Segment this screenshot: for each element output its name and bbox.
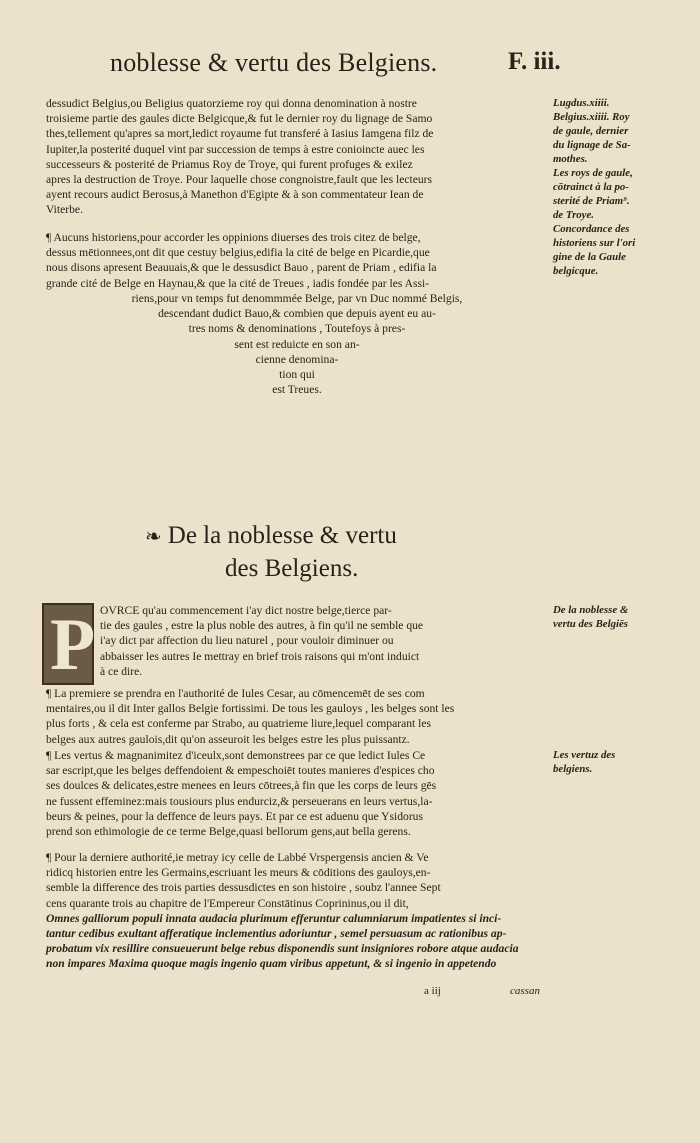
text-line: apres la destruction de Troye. Pour laquelle chose congnoistre,fault que les lecteurs xyxy=(46,173,433,187)
sidenote-line: De la noblesse & xyxy=(553,604,629,616)
text-line: descendant dudict Bauo,& combien que depuis ayent eu au- xyxy=(158,307,436,321)
text-line: Concordance des xyxy=(553,223,630,235)
marginal-notes-bottom-2 xyxy=(553,748,683,776)
tapered-text-block xyxy=(46,291,548,397)
paragraph-1 xyxy=(46,686,548,747)
text-line: sent est reduicte en son an- xyxy=(234,337,360,351)
body-block-2 xyxy=(46,230,548,291)
text-line: cens quarante trois au chapitre de l'Empereur Constātinus Coprininus,ou il dit, xyxy=(46,896,409,910)
text-line: riens,pour vn temps fut denommmée Belge, par vn Duc nommé Belgis, xyxy=(131,292,463,305)
text-line: mentaires,ou il dit Inter gallos Belgie fortissimi. De tous les gauloys , les belges sont les xyxy=(46,702,455,716)
text-line: ne fussent effeminez:mais tousiours plus endurciz,& perseuerans en leurs vertus,la- xyxy=(46,794,433,808)
section-title-line2: des Belgiens. xyxy=(225,555,359,582)
section-title-line1: De la noblesse & vertu xyxy=(167,522,397,549)
text-line: tie des gaules , estre la plus noble des autres, à fin qu'il ne semble que xyxy=(100,619,424,633)
text-line: OVRCE qu'au commencement i'ay dict nostre belge,tierce par- xyxy=(100,604,392,617)
text-line: Iupiter,la posterité duquel vint par succession de temps à estre conioincte auec les xyxy=(46,142,425,156)
sidenote-line: Les vertuz des xyxy=(553,749,616,761)
text-line: cōtrainct à la po- xyxy=(553,181,629,193)
text-line: Viterbe. xyxy=(46,203,83,217)
text-line: thes,tellement qu'apres sa mort,ledict royaume fut transferé à Iasius Iamgena filz de xyxy=(46,127,434,141)
text-line: belgicque. xyxy=(553,265,599,277)
text-line: ¶ Les vertus & magnanimitez d'iceulx,sont demonstrees par ce que ledict Iules Ce xyxy=(46,749,426,762)
text-line: mothes. xyxy=(553,153,588,165)
text-line: plus forts , & cela est conferme par Strabo, au quatrieme liure,lequel comparant les xyxy=(46,717,432,731)
text-line: dessudict Belgius,ou Beligius quatorzieme roy qui donna denomination à nostre xyxy=(46,97,417,110)
text-line: beurs & peines, pour la deffence de leurs pays. Et par ce est aduenu que Ysidorus xyxy=(46,809,423,823)
text-line: ¶ Pour la derniere authorité,ie metray icy celle de Labbé Vrspergensis ancien & Ve xyxy=(46,851,429,864)
text-line: semble la difference des trois parties dessusdictes en son histoire , soubz l'annee Sept xyxy=(46,881,441,895)
text-line: tres noms & denominations , Toutefoys à pres- xyxy=(188,322,406,336)
text-line: du lignage de Sa- xyxy=(553,139,631,151)
text-line: de gaule, dernier xyxy=(553,125,629,137)
text-line: i'ay dict par affection du lieu naturel , pour vouloir diminuer ou xyxy=(100,634,394,648)
sidenote-line: vertu des Belgiēs xyxy=(553,618,628,630)
text-line: tion qui xyxy=(279,368,315,382)
text-line: historiens sur l'ori xyxy=(553,237,636,249)
body-block-1 xyxy=(46,96,548,218)
running-title: noblesse & vertu des Belgiens. xyxy=(110,48,438,77)
text-line: dessus mētionnees,ont dit que cestuy belgius,edifia la cité de belge en Picardie,que xyxy=(46,246,430,260)
text-line: Omnes galliorum populi innata audacia plurimum efferuntur calumniarum impatientes si inci- xyxy=(46,911,502,925)
text-line: est Treues. xyxy=(272,383,322,397)
text-line: Lugdus.xiiii. xyxy=(553,97,610,109)
text-line: cienne denomina- xyxy=(255,352,339,366)
catchword: cassan xyxy=(510,985,540,997)
folio-number: F. iii. xyxy=(508,48,561,75)
intro-paragraph xyxy=(100,603,548,679)
text-line: de Troye. xyxy=(553,209,594,221)
text-line: à ce dire. xyxy=(100,664,143,678)
text-line: successeurs & posterité de Priamus Roy de Troye, qui furent profuges & exilez xyxy=(46,157,413,171)
text-line: ses doulces & delicates,estre menees en leurs cōtrees,à fin que les corps de leurs gēs xyxy=(46,779,437,793)
section-heading xyxy=(145,520,545,584)
text-line: gine de la Gaule xyxy=(553,251,626,263)
decorated-initial xyxy=(42,603,94,685)
text-line: tantur cedibus exultant afferatique inclementius adoriuntur , semel persuasum ac rationibus ap- xyxy=(46,927,507,941)
sidenote-line: belgiens. xyxy=(553,763,593,775)
text-line: nous disons apresent Beauuais,& que le dessusdict Bauo , parent de Priam , edifia la xyxy=(46,261,437,275)
marginal-notes-bottom-1 xyxy=(553,603,683,631)
text-line: Belgius.xiiii. Roy xyxy=(553,111,630,123)
text-line: sar escript,que les belges deffendoient & empeschoiēt toutes manieres d'espices cho xyxy=(46,764,435,778)
paragraph-2 xyxy=(46,748,548,839)
paragraph-3 xyxy=(46,850,548,972)
text-line: ¶ Aucuns historiens,pour accorder les oppinions diuerses des trois citez de belge, xyxy=(46,231,421,244)
text-line: grande cité de Belge en Haynau,& que la cité de Treues , iadis fondée par les Assi- xyxy=(46,276,430,290)
text-line: prend son ethimologie de ce terme Belge,quasi bellorum gens,aut bella gerens. xyxy=(46,825,411,839)
marginal-notes-top xyxy=(553,96,683,278)
fleuron-icon: ❧ xyxy=(145,526,162,548)
text-line: ayent recours audict Berosus,à Manethon d'Egipte & à son commentateur Iean de xyxy=(46,188,424,202)
text-line: ¶ La premiere se prendra en l'authorité de Iules Cesar, au cōmencemēt de ses com xyxy=(46,687,425,700)
text-line: abbaisser les autres Ie mettray en brief trois raisons qui m'ont induict xyxy=(100,649,420,663)
text-line: troisieme partie des gaules dicte Belgicque,& fut le dernier roy du lignage de Samo xyxy=(46,112,433,126)
text-line: ridicq historien entre les Germains,escriuant les meurs & cōditions des gauloys,en- xyxy=(46,866,431,880)
text-line: belges aux autres gaulois,dit qu'on asseuroit les belges estre les plus puissantz. xyxy=(46,732,410,746)
initial-letter: P xyxy=(50,604,96,686)
text-line: probatum vix resillire consueuerunt belge rebus disponendis sunt insigniores robore atque audacia xyxy=(46,942,519,956)
text-line: non impares Maxima quoque magis ingenio quam viribus appetunt, & si ingenio in appetendo xyxy=(46,957,497,971)
signature-mark: a iij xyxy=(424,985,441,997)
text-line: Les roys de gaule, xyxy=(553,167,633,179)
text-line: sterité de Priam⁹. xyxy=(553,195,630,207)
